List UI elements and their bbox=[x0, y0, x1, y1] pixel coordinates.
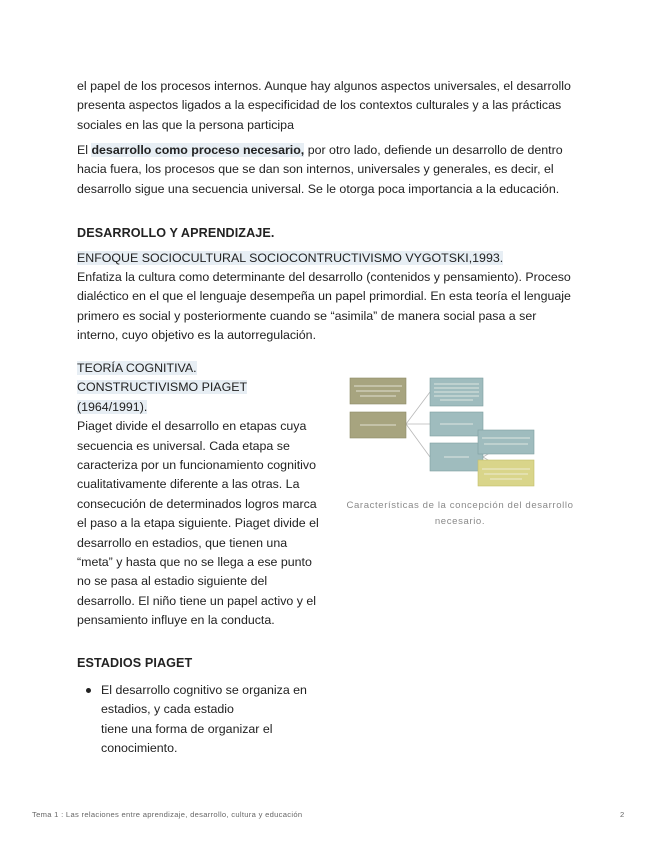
paragraph-internal-processes: el papel de los procesos internos. Aunque hay algunos aspectos universales, el desarrollo presenta aspectos ligados a la especificidad de los contextos culturales y a las prácticas sociales en las que la persona participa bbox=[77, 79, 571, 132]
subheading-cognitive-line2: CONSTRUCTIVISMO PIAGET bbox=[77, 380, 248, 395]
concept-diagram bbox=[340, 372, 540, 492]
footer-title: Tema 1 : Las relaciones entre aprendizaje, desarrollo, cultura y educación bbox=[32, 810, 303, 819]
list-item bbox=[77, 681, 327, 759]
paragraph-piaget: Piaget divide el desarrollo en etapas cuya secuencia es universal. Cada etapa se caracteriza por un funcionamiento cognitivo cualitativamente diferente a las otras. La consecución de determinados logros marca el paso a la etapa siguiente. Piaget divide el desarrollo en estadios, que tienen una “meta” y hasta que no se llega a ese punto no se pasa al estadio siguiente del desarrollo. El niño tiene un papel activo y el pensamiento influye en la conducta. bbox=[77, 419, 319, 628]
bold-term: desarrollo como proceso necesario, bbox=[91, 143, 305, 157]
connector bbox=[406, 392, 430, 424]
heading-development-learning: DESARROLLO Y APRENDIZAJE. bbox=[77, 226, 275, 240]
paragraph-necessary-development bbox=[77, 141, 577, 199]
diagram-box-teal-4 bbox=[478, 430, 534, 454]
left-column bbox=[77, 359, 322, 631]
bullet-list bbox=[77, 681, 327, 759]
connector bbox=[406, 424, 430, 457]
subheading-sociocultural-text: ENFOQUE SOCIOCULTURAL SOCIOCONTRUCTIVISMO VYGOTSKI,1993. bbox=[77, 251, 504, 265]
subheading-cognitive bbox=[77, 359, 322, 417]
paragraph-rest: por otro lado, defiende un desarrollo de dentro hacia fuera, los procesos que se dan son internos, universales y generales, es decir, el desarrollo sigue una secuencia universal. Se le otorga poca importancia a la educación. bbox=[77, 143, 563, 196]
paragraph-vygotsky: Enfatiza la cultura como determinante del desarrollo (contenidos y pensamiento). Proceso dialéctico en el que el lenguaje desempeña un papel primordial. En esta teoría el lenguaje primero es social y posteriormente cuando se “asimila” de manera social pasa a ser interno, cuyo objetivo es la autorregulación. bbox=[77, 270, 571, 343]
figure-caption: Características de la concepción del desarrollo necesario. bbox=[346, 500, 574, 527]
page-number: 2 bbox=[620, 810, 625, 819]
diagram-box-yellow bbox=[478, 460, 534, 486]
subheading-cognitive-line1: TEORÍA COGNITIVA. bbox=[77, 361, 197, 375]
list-item-line2: tiene una forma de organizar el conocimiento. bbox=[101, 721, 273, 756]
paragraph-prefix: El bbox=[77, 143, 92, 157]
heading-piaget-stages: ESTADIOS PIAGET bbox=[77, 656, 193, 670]
subheading-sociocultural bbox=[77, 249, 577, 268]
subheading-cognitive-line3: (1964/1991). bbox=[77, 399, 148, 414]
list-item-line1: El desarrollo cognitivo se organiza en estadios, y cada estadio bbox=[101, 683, 307, 717]
